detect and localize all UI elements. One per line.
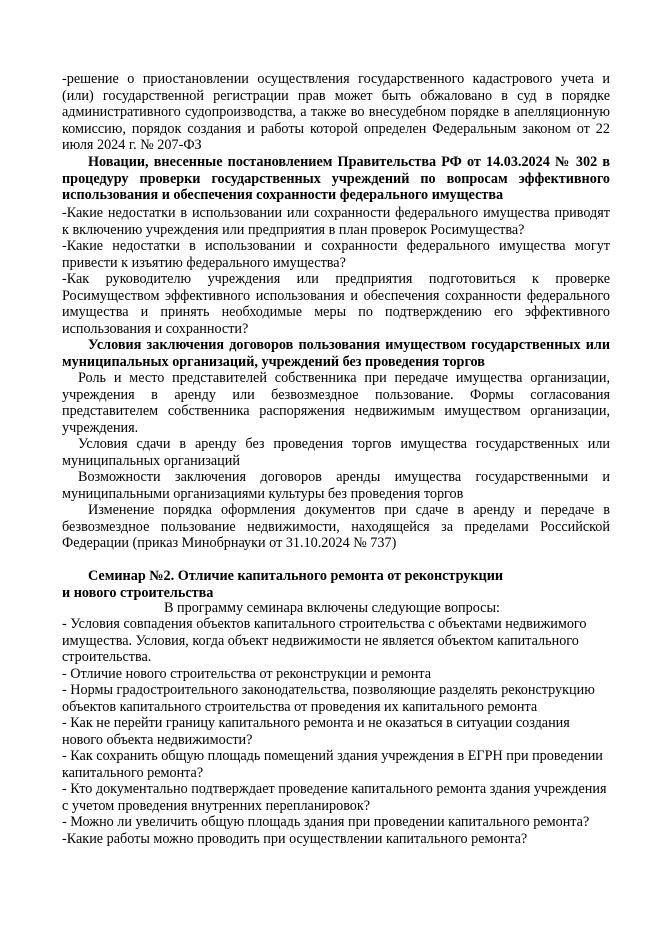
paragraph-appeal: -решение о приостановлении осуществления государственного кадастрового учета и (или) государственной регистрации прав может быть обжаловано в суд в порядке административного судопроизводства, а также во внесудебном порядке в апелляционную комиссию, порядок создания и работы которой определен Федеральным законом от 22 июля 2024 г. № 207-ФЗ xyxy=(62,71,610,154)
seminar-question-6: - Кто документально подтверждает проведение капитального ремонта здания учреждения с учетом проведения внутренних перепланировок? xyxy=(62,781,607,814)
seminar-question-2: - Отличие нового строительства от реконструкции и ремонта xyxy=(62,666,432,682)
seminar-question-8: -Какие работы можно проводить при осуществлении капитального ремонта? xyxy=(62,831,528,847)
paragraph-order-change: Изменение порядка оформления документов при сдаче в аренду и передаче в безвозмездное пользование недвижимости, находящейся за пределами Российской Федерации (приказ Минобрнауки от 31.10.2024 № 737) xyxy=(62,502,610,552)
heading-novations: Новации, внесенные постановлением Правительства РФ от 14.03.2024 № 302 в процедуру проверки государственных учреждений по вопросам эффективного использования и обеспечения сохранности федерального имущества xyxy=(62,154,610,204)
seminar-question-4: - Как не перейти границу капитального ремонта и не оказаться в ситуации создания нового объекта недвижимости? xyxy=(62,715,570,748)
question-property-seizure: -Какие недостатки в использовании и сохранности федерального имущества могут привести к изъятию федерального имущества? xyxy=(62,238,610,271)
seminar-question-3: - Нормы градостроительного законодательства, позволяющие разделять реконструкцию объектов капитального строительства от проведения их капитального ремонта xyxy=(62,682,595,715)
paragraph-owner-role: Роль и место представителей собственника при передаче имущества организации, учреждения в аренду или безвозмездное пользование. Формы согласования представителем собственника распоряжения недвижимым имуществом организации, учреждения. xyxy=(62,370,610,436)
seminar-title-line-2: и нового строительства xyxy=(62,584,214,601)
program-intro: В программу семинара включены следующие вопросы: xyxy=(164,600,500,616)
paragraph-lease-without-tender: Условия сдачи в аренду без проведения торгов имущества государственных или муниципальных организаций xyxy=(62,436,610,469)
seminar-title xyxy=(62,568,610,601)
paragraph-culture-organizations: Возможности заключения договоров аренды имущества государственными и муниципальными организациями культуры без проведения торгов xyxy=(62,469,610,502)
question-property-deficiencies-plan: -Какие недостатки в использовании или сохранности федерального имущества приводят к включению учреждения или предприятия в план проверок Росимущества? xyxy=(62,205,610,238)
seminar-title-line-1: Семинар №2. Отличие капитального ремонта от реконструкции xyxy=(88,568,504,584)
seminar-question-7: - Можно ли увеличить общую площадь здания при проведении капитального ремонта? xyxy=(62,814,590,830)
heading-lease-conditions: Условия заключения договоров пользования имуществом государственных или муниципальных организаций, учреждений без проведения торгов xyxy=(62,337,610,370)
question-prepare-inspection: -Как руководителю учреждения или предприятия подготовиться к проверке Росимуществом эффективного использования и обеспечения сохранности федерального имущества и принять необходимые меры по подтверждению его эффективного использования и сохранности? xyxy=(62,271,610,337)
seminar-question-1: - Условия совпадения объектов капитального строительства с объектами недвижимого имущества. Условия, когда объект недвижимости не является объектом капитального строительства. xyxy=(62,616,587,666)
seminar-question-5: - Как сохранить общую площадь помещений здания учреждения в ЕГРН при проведении капитального ремонта? xyxy=(62,748,603,781)
